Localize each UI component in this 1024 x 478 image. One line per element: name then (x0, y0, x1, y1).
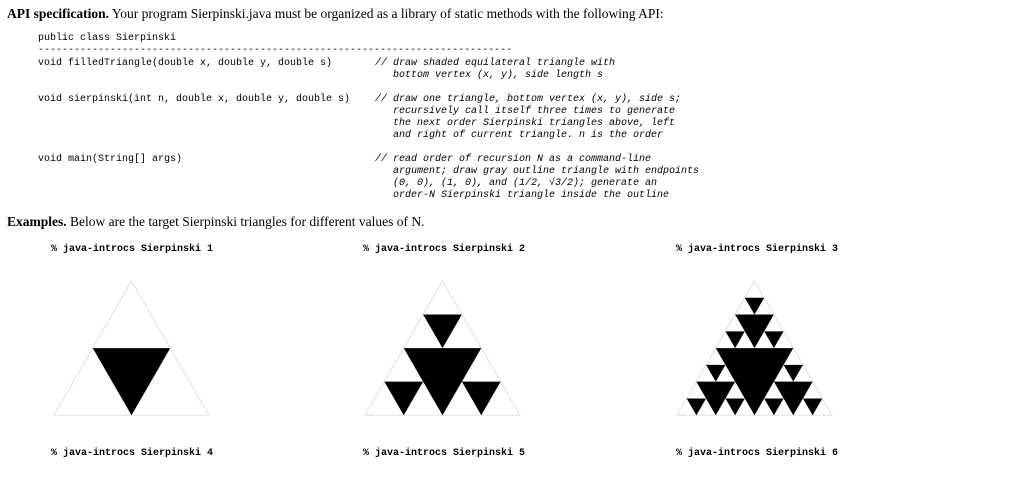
api-intro: Your program Sierpinski.java must be organized as a library of static methods with the following API: (111, 6, 664, 21)
filled-triangle (706, 365, 725, 382)
filled-triangle (764, 331, 783, 348)
command-line: % java-introcs Sierpinski 6 (676, 448, 839, 459)
filled-triangle (423, 315, 462, 349)
filled-triangle (764, 398, 783, 415)
filled-triangle (687, 398, 706, 415)
method-comment: // draw one triangle, bottom vertex (x, y), side s; recursively call itself three times to generate the next order Sierpinski triangles above, left and right of current triangle. n is the order (375, 94, 682, 141)
filled-triangle (725, 398, 744, 415)
sierpinski-figure (54, 281, 209, 415)
filled-triangle (735, 315, 774, 349)
method-signature: void main(String[] args) (38, 154, 183, 165)
api-paragraph (7, 6, 664, 22)
filled-triangle (93, 348, 171, 415)
method-comment: // draw shaded equilateral triangle with bottom vertex (x, y), side length s (375, 58, 616, 81)
sierpinski-figure (365, 281, 520, 415)
api-class-name: public class Sierpinski (38, 33, 177, 44)
filled-triangle (384, 382, 423, 416)
api-heading: API specification. (7, 6, 109, 21)
command-line: % java-introcs Sierpinski 1 (51, 244, 214, 255)
method-comment: // read order of recursion N as a command-line argument; draw gray outline triangle with endpoints (0, 0), (1, 0), and (1/2, √3/2); generate an order-N Sierpinski triangle inside the outline (375, 154, 700, 201)
filled-triangle (725, 331, 744, 348)
filled-triangle (462, 382, 501, 416)
sierpinski-figure (677, 281, 832, 415)
command-line: % java-introcs Sierpinski 4 (51, 448, 214, 459)
filled-triangle (803, 398, 822, 415)
examples-heading: Examples. (7, 214, 67, 229)
filled-triangle (784, 365, 803, 382)
filled-triangle (745, 298, 764, 315)
command-line: % java-introcs Sierpinski 2 (363, 244, 526, 255)
examples-paragraph (7, 214, 425, 230)
method-signature: void filledTriangle(double x, double y, double s) (38, 58, 333, 69)
command-line: % java-introcs Sierpinski 5 (363, 448, 526, 459)
api-rule: ------------------------------------------------------------------------------- (38, 45, 513, 56)
method-signature: void sierpinski(int n, double x, double y, double s) (38, 94, 351, 105)
command-line: % java-introcs Sierpinski 3 (676, 244, 839, 255)
examples-intro: Below are the target Sierpinski triangles for different values of N. (70, 214, 425, 229)
